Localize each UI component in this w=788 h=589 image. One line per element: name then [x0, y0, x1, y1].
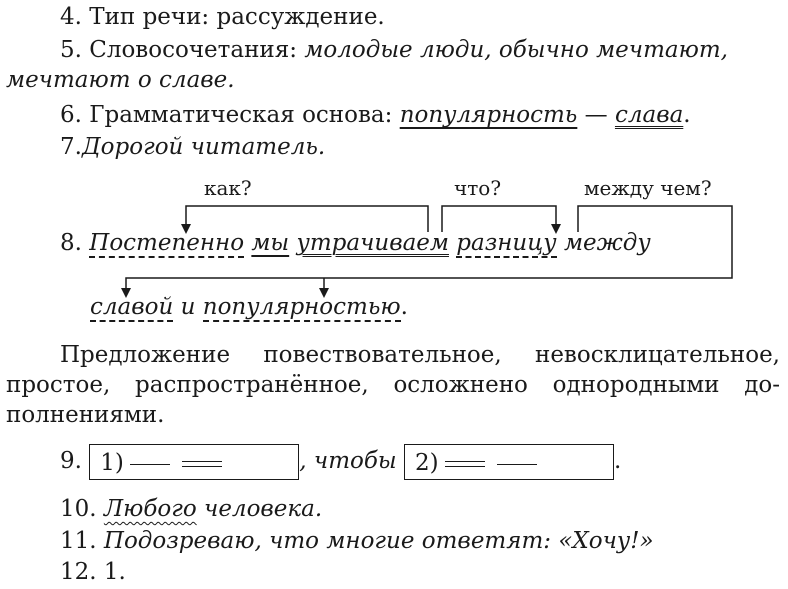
word-lyubogo: Любого: [103, 496, 197, 522]
item-5-line2: мечтают о славе.: [6, 67, 235, 93]
item-10: [60, 494, 322, 524]
analysis-line-1: Предложение повествовательное, невосклицательное,: [60, 342, 780, 368]
item-9-number: 9.: [60, 448, 82, 474]
item-5-phrases: молодые люди, обычно мечтают,: [304, 37, 728, 63]
question-kak: как?: [204, 176, 252, 200]
item-8-end: .: [400, 294, 408, 320]
predicate-mark-2: [445, 461, 485, 467]
word-slavoy: славой: [90, 294, 174, 320]
item-6-end: .: [683, 102, 691, 128]
item-5-prefix: 5. Словосочетания:: [60, 37, 305, 63]
item-8-line2: [90, 292, 408, 322]
conjunction: , чтобы: [299, 448, 397, 474]
item-12: 12. 1.: [60, 559, 126, 585]
item-6-dash: —: [577, 102, 615, 128]
word-my: мы: [251, 230, 290, 256]
item-10-number: 10.: [60, 496, 104, 522]
subject-mark: [130, 464, 170, 465]
predicate: слава: [614, 102, 684, 128]
question-chto: что?: [454, 176, 502, 200]
word-populyarnostyu: популярностью: [202, 294, 401, 320]
analysis-line-2: простое, распространённое, осложнено однородными до-: [6, 372, 780, 398]
box-2-label: 2): [414, 450, 439, 476]
item-7-text: Дорогой читатель.: [81, 134, 326, 160]
question-mezhdu-chem: между чем?: [584, 176, 712, 200]
subject: популярность: [399, 102, 578, 128]
analysis-line-3: полнениями.: [6, 402, 165, 428]
item-11-number: 11.: [60, 528, 104, 554]
item-9: [60, 443, 621, 480]
item-11: [60, 526, 654, 556]
item-7-number: 7.: [60, 134, 82, 160]
word-utrachivaem: утрачиваем: [296, 230, 449, 256]
word-raznitsu: разницу: [456, 230, 557, 256]
item-8-line1: [60, 228, 651, 258]
item-4: 4. Тип речи: рассуждение.: [60, 4, 385, 30]
subject-mark-2: [497, 464, 537, 465]
item-8-number: 8.: [60, 230, 90, 256]
word-postepenno: Постепенно: [89, 230, 245, 256]
scheme-box-2: [404, 444, 614, 480]
word-mezhdu: между: [563, 230, 651, 256]
item-10-rest: человека.: [196, 496, 323, 522]
item-11-text: Подозреваю, что многие ответят: «Хочу!»: [103, 528, 654, 554]
predicate-mark: [182, 461, 222, 467]
item-6-prefix: 6. Грамматическая основа:: [60, 102, 400, 128]
scheme-box-1: [89, 444, 299, 480]
item-9-end: .: [613, 448, 622, 474]
word-i: и: [180, 294, 196, 320]
box-1-label: 1): [100, 450, 124, 476]
